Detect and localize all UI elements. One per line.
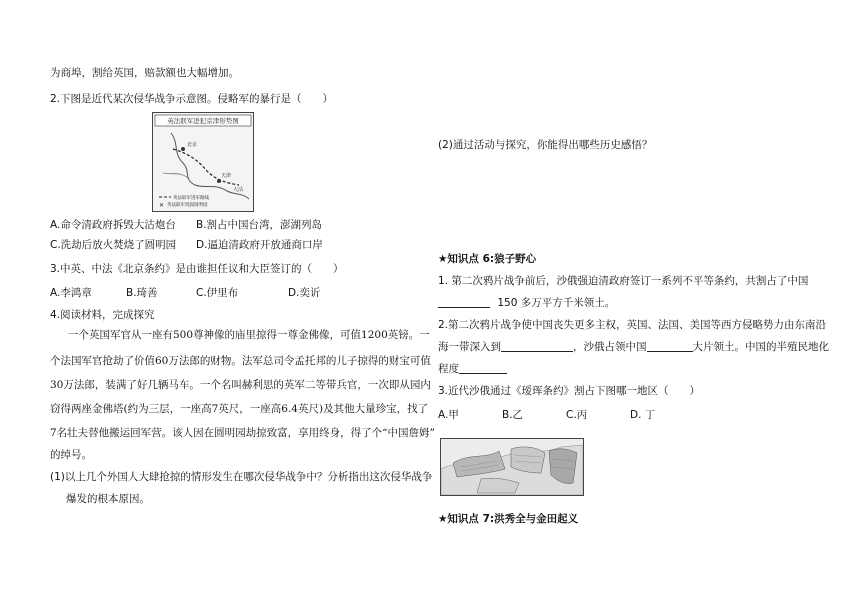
question-2-stem: 2.下图是近代某次侵华战争示意图。侵略军的暴行是（ ）	[50, 93, 334, 105]
question-3-stem: 3.中英、中法《北京条约》是由谁担任议和大臣签订的（ ）	[50, 263, 344, 275]
tianjin-marker	[217, 179, 221, 183]
map-label-dagu: 大沽	[233, 187, 244, 193]
knowledge-point-7-title: ★知识点 7:洪秀全与金田起义	[438, 513, 579, 525]
q2-option-c: C.洗劫后放火焚烧了圆明园	[50, 239, 177, 251]
fill-blank	[438, 296, 490, 308]
kp6-q3-option-b: B.乙	[502, 409, 524, 421]
kp6-q3-option-d: D. 丁	[630, 409, 656, 421]
q3-option-a: A.李鸿章	[50, 287, 92, 299]
legend-route: 英法联军进军路线	[173, 196, 209, 201]
legend-fire: 英法联军烧毁圆明园	[167, 203, 208, 208]
legend-fire-icon: ✕	[159, 202, 165, 209]
map-label-beijing: 北京	[187, 142, 198, 148]
q2-option-b: B.割占中国台湾，澎湖列岛	[196, 219, 323, 231]
kp6-q1-line1: 1. 第二次鸦片战争前后，沙俄强迫清政府签订一系列不平等条约，共割占了中国	[438, 275, 809, 287]
q4-sub1-line1: (1)以上几个外国人大肆抢掠的情形发生在哪次侵华战争中？分析指出这次侵华战争	[50, 471, 433, 483]
fill-blank	[647, 340, 693, 352]
q2-option-d: D.逼迫清政府开放通商口岸	[196, 239, 323, 251]
kp6-q2-line2	[438, 340, 829, 355]
kp6-q1-line2-tail: 150 多万平方千米领土。	[497, 297, 616, 309]
kp6-q3-option-a: A.甲	[438, 409, 459, 421]
northeast-map-svg	[441, 439, 583, 495]
kp6-q2-line1: 2.第二次鸦片战争使中国丧失更多主权，英国、法国、美国等西方侵略势力由东南沿	[438, 319, 827, 331]
q3-option-b: B.琦善	[126, 287, 158, 299]
kp6-q2-seg3: 大片领土。中国的半殖民地化	[692, 341, 829, 353]
q4-sub1-line2: 爆发的根本原因。	[66, 493, 150, 505]
war-map-svg	[153, 113, 253, 211]
kp6-q2-line3-text: 程度	[438, 363, 459, 375]
map-label-tianjin: 天津	[221, 173, 232, 179]
material-line-5: 7名壮夫替他搬运回军营。该人因在圆明园劫掠致富，享用终身，得了个“中国詹姆”	[50, 427, 435, 439]
q3-option-c: C.伊里布	[196, 287, 239, 299]
kp6-q3-option-c: C.丙	[566, 409, 588, 421]
fill-blank	[459, 362, 507, 374]
kp6-q3-stem: 3.近代沙俄通过《瑷珲条约》割占下图哪一地区（ ）	[438, 385, 701, 397]
q2-option-a: A.命令清政府拆毁大沽炮台	[50, 219, 176, 231]
question-4-stem: 4.阅读材料，完成探究	[50, 309, 155, 321]
kp6-q1-line2	[438, 296, 615, 311]
material-line-4: 窃得两座金佛塔(约为三层，一座高7英尺，一座高6.4英尺)及其他大量珍宝，找了	[50, 403, 429, 415]
kp6-q2-line3	[438, 362, 507, 377]
knowledge-point-6-title: ★知识点 6:狼子野心	[438, 253, 537, 265]
kp6-q2-seg2: ，沙俄占领中国	[573, 341, 647, 353]
kp6-q2-seg1: 海一带深入到	[438, 341, 501, 353]
war-map-figure	[152, 112, 254, 212]
region-b-shape	[511, 447, 545, 473]
material-line-2: 个法国军官抢劫了价值60万法郎的财物。法军总司令孟托邦的儿子掠得的财宝可值	[50, 355, 431, 367]
continued-text-line: 为商埠，割给英国，赔款额也大幅增加。	[50, 67, 239, 79]
fill-blank	[501, 340, 573, 352]
material-line-6: 的绰号。	[50, 449, 92, 461]
northeast-map-figure	[440, 438, 584, 496]
q4-sub2: (2)通过活动与探究，你能得出哪些历史感悟？	[438, 139, 653, 151]
map-title: 英法联军进犯京津形势图	[167, 117, 239, 125]
q3-option-d: D.奕䜣	[288, 287, 321, 299]
material-line-1: 一个英国军官从一座有500尊神像的庙里掠得一尊金佛像，可值1200英镑。一	[68, 329, 430, 341]
beijing-marker	[181, 147, 185, 151]
material-line-3: 30万法郎，装满了好几辆马车。一个名叫赫利思的英军二等带兵官，一次即从园内	[50, 379, 431, 391]
